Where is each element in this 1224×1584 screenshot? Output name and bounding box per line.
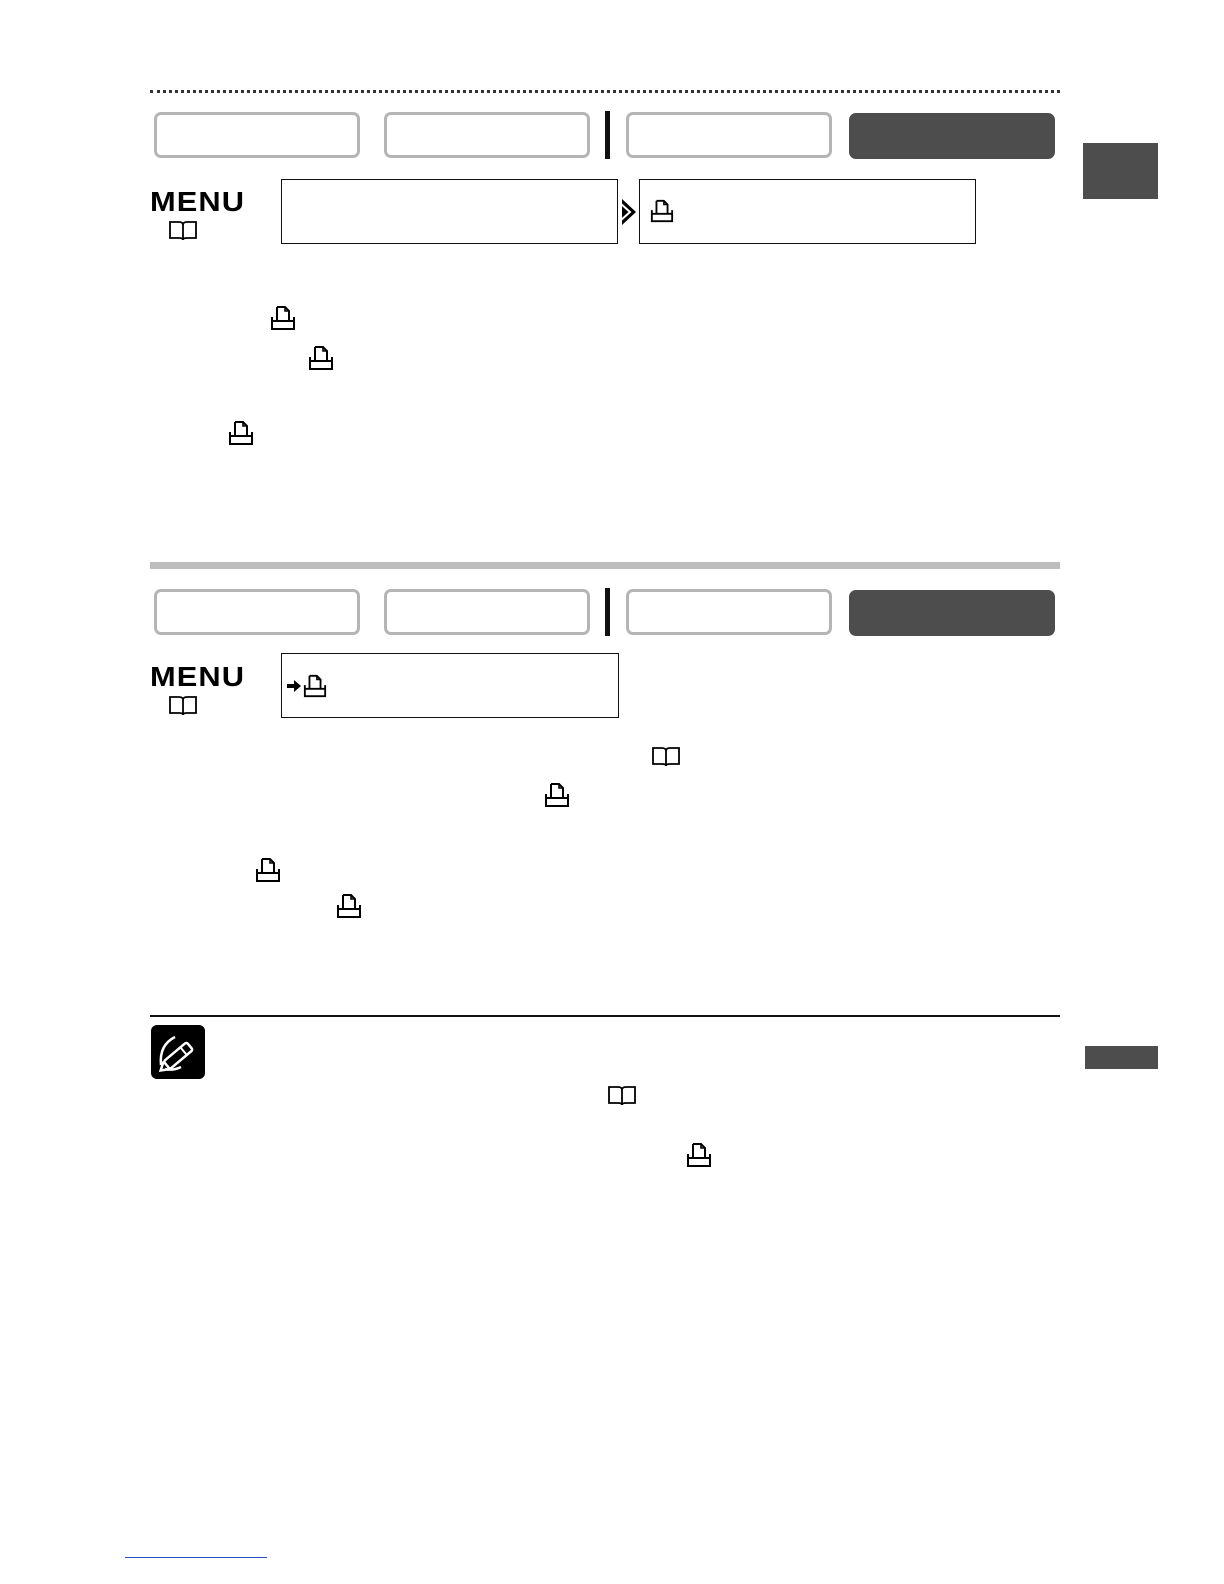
book-icon [607,1084,637,1106]
book-icon [168,219,198,241]
mode-tab-3 [626,112,832,158]
menu-path-box [281,653,619,718]
note-divider [150,1015,1060,1017]
print-order-icon [544,782,570,808]
mode-tab-active [849,590,1055,636]
arrow-right-icon [287,680,301,692]
mode-separator [605,111,610,159]
print-order-icon [308,345,334,371]
print-order-icon [255,857,281,883]
note-pencil-icon [151,1025,205,1079]
chapter-side-tab [1083,143,1158,199]
section-divider-dotted [150,90,1060,93]
index-side-tab [1085,1046,1158,1069]
mode-tab-1 [154,589,360,635]
mode-tab-3 [626,589,832,635]
mode-tab-active [849,113,1055,159]
print-order-icon [336,893,362,919]
chevron-right-icon [620,197,638,227]
mode-separator [605,588,610,636]
menu-path-box-1 [281,179,618,244]
print-order-icon [270,305,296,331]
footer-link-underline[interactable] [125,1557,267,1558]
menu-path-box-2 [639,179,976,244]
print-order-icon [650,199,674,223]
mode-tab-1 [154,112,360,158]
print-order-icon [228,420,254,446]
mode-tab-2 [384,112,590,158]
mode-tab-2 [384,589,590,635]
section-divider-gray [150,562,1060,569]
book-icon [168,694,198,716]
menu-label: MENU [150,186,246,217]
print-order-icon [686,1142,712,1168]
menu-label: MENU [150,661,246,692]
book-icon [651,745,681,767]
print-order-icon [303,674,327,698]
